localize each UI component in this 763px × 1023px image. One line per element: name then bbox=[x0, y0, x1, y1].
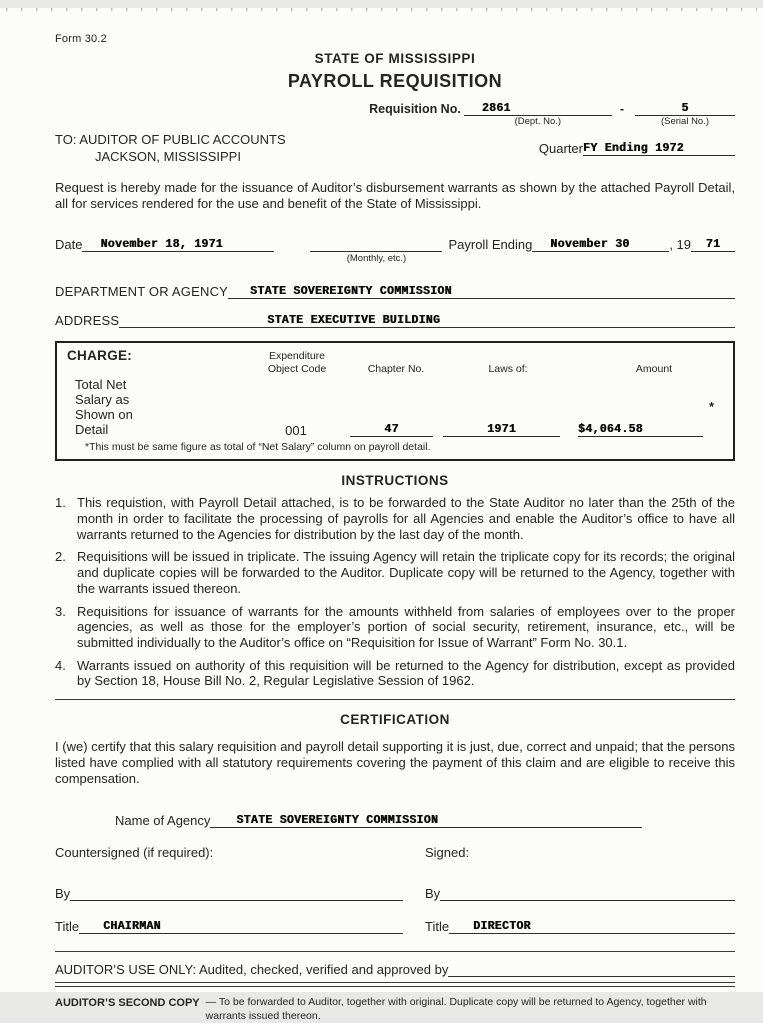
agency-value: STATE SOVEREIGNTY COMMISSION bbox=[236, 813, 439, 827]
instruction-item bbox=[55, 495, 735, 542]
serial-no-value: 5 bbox=[681, 101, 689, 115]
countersigned-title-row bbox=[55, 918, 403, 934]
second-copy-text: — To be forwarded to Auditor, together with original. Duplicate copy will be returned to Agency, together with warrants issued thereon. bbox=[205, 995, 707, 1022]
charge-title: CHARGE: bbox=[67, 348, 133, 364]
signed-label: Signed: bbox=[425, 845, 470, 861]
date-field bbox=[82, 236, 274, 252]
addressee-block bbox=[55, 132, 286, 164]
signed-title-field bbox=[449, 918, 735, 934]
quarter-line bbox=[583, 140, 735, 156]
department-field bbox=[228, 283, 735, 299]
addressee-row bbox=[55, 132, 735, 164]
agency-label: Name of Agency bbox=[115, 813, 211, 829]
year-value: 71 bbox=[705, 237, 721, 251]
quarter-field bbox=[539, 140, 735, 156]
signed-by-row bbox=[425, 885, 735, 901]
title-label: Title bbox=[55, 919, 80, 935]
approved-by-field bbox=[448, 961, 735, 977]
name-of-agency-row bbox=[115, 812, 735, 828]
certification-paragraph: I (we) certify that this salary requisition and payroll detail supporting it is just, due, correct and unpaid; that the persons listed have complied with all statutory requirements covering the payment of this claim and are eligible to receive this compensation. bbox=[55, 739, 735, 787]
by-label: By bbox=[425, 886, 441, 902]
dept-no-field bbox=[464, 100, 612, 127]
countersigned-column bbox=[55, 845, 403, 934]
countersigned-title-value: CHAIRMAN bbox=[103, 919, 161, 933]
instruction-number: 1. bbox=[55, 495, 66, 511]
address-label: ADDRESS bbox=[55, 313, 120, 329]
amount-field bbox=[578, 421, 703, 437]
column-chapter-no: Chapter No. bbox=[367, 363, 425, 376]
asterisk-mark: * bbox=[709, 399, 715, 415]
charge-box bbox=[55, 341, 735, 461]
instruction-text: Requisitions will be issued in triplicate. The issuing Agency will retain the triplicate copy for its records; the original and duplicate copies will be forwarded to the Auditor. Duplicate copy will be returned to the Agency, together with the warrants issued thereon. bbox=[77, 549, 735, 596]
object-code-value: 001 bbox=[285, 423, 307, 439]
monthly-caption: (Monthly, etc.) bbox=[346, 253, 407, 265]
signature-section bbox=[55, 845, 735, 934]
signed-column bbox=[425, 845, 735, 934]
signed-by-field bbox=[440, 885, 735, 901]
row-label-line3: Shown on bbox=[75, 407, 133, 423]
countersigned-label: Countersigned (if required): bbox=[55, 845, 214, 861]
column-laws-of: Laws of: bbox=[488, 363, 528, 376]
instruction-item bbox=[55, 549, 735, 596]
countersigned-by-field bbox=[70, 885, 403, 901]
year-field bbox=[691, 236, 735, 252]
spacer bbox=[403, 845, 425, 934]
countersigned-title-field bbox=[79, 918, 403, 934]
date-row bbox=[55, 236, 735, 265]
section-divider bbox=[55, 951, 735, 952]
serial-no-field bbox=[635, 100, 735, 127]
serial-no-caption: (Serial No.) bbox=[660, 116, 710, 127]
instruction-number: 2. bbox=[55, 549, 66, 565]
expenditure-line2: Object Code bbox=[267, 362, 327, 375]
year-prefix: , 19 bbox=[669, 237, 691, 253]
dept-no-value: 2861 bbox=[481, 101, 511, 115]
address-field bbox=[119, 312, 735, 328]
date-label: Date bbox=[55, 237, 83, 253]
column-amount: Amount bbox=[635, 363, 673, 376]
address-row bbox=[55, 312, 735, 328]
to-line1: TO: AUDITOR OF PUBLIC ACCOUNTS bbox=[55, 132, 286, 147]
monthly-field bbox=[310, 236, 442, 265]
dept-no-caption: (Dept. No.) bbox=[514, 116, 562, 127]
instruction-number: 3. bbox=[55, 603, 66, 619]
instruction-text: Warrants issued on authority of this requisition will be returned to the Agency for distribution, except as provided by Section 18, House Bill No. 2, Regular Legislative Session of 1962. bbox=[77, 657, 735, 689]
to-line2: JACKSON, MISSISSIPPI bbox=[95, 149, 241, 164]
instruction-text: Requisitions for issuance of warrants for the amounts withheld from salaries of employees over to the proper agencies, as well as those for the employer’s portion of social security, retirement, insurance, etc., will be submitted individually to the Auditor’s office on “Requisition for Issue of Warrant” Form No. 30.1. bbox=[77, 603, 735, 650]
quarter-value: FY Ending 1972 bbox=[583, 141, 684, 155]
department-value: STATE SOVEREIGNTY COMMISSION bbox=[250, 284, 452, 298]
instruction-number: 4. bbox=[55, 657, 66, 673]
laws-of-field bbox=[443, 421, 560, 437]
auditors-use-only-row bbox=[55, 961, 735, 977]
auditors-use-only-text: AUDITOR’S USE ONLY: Audited, checked, verified and approved by bbox=[55, 962, 449, 978]
requisition-no-label: Requisition No. bbox=[369, 102, 461, 116]
auditors-second-copy-row bbox=[55, 996, 735, 1023]
department-label: DEPARTMENT OR AGENCY bbox=[55, 284, 229, 300]
instruction-text: This requistion, with Payroll Detail attached, is to be forwarded to the State Auditor no later than the 25th of the month in order to facilitate the processing of payrolls for all Agencies and enable the Auditor’s office to have all warrants returned to the Agencies for distribution by the last day of the month. bbox=[77, 495, 735, 542]
second-copy-label: AUDITOR’S SECOND COPY bbox=[55, 996, 200, 1009]
title-label: Title bbox=[425, 919, 450, 935]
double-divider bbox=[55, 982, 735, 987]
scan-artifact-dots bbox=[6, 8, 757, 11]
requisition-number-row bbox=[55, 100, 735, 127]
section-divider bbox=[55, 699, 735, 700]
form-content bbox=[0, 11, 763, 1023]
department-row bbox=[55, 283, 735, 299]
address-value: STATE EXECUTIVE BUILDING bbox=[267, 313, 441, 327]
certification-title: CERTIFICATION bbox=[340, 712, 450, 728]
expenditure-line1: Expenditure bbox=[268, 350, 326, 363]
chapter-no-field bbox=[350, 421, 433, 437]
payroll-ending-label: Payroll Ending bbox=[448, 237, 533, 253]
row-label-line4: Detail bbox=[75, 422, 109, 438]
payroll-requisition-form bbox=[0, 8, 763, 1022]
date-value: November 18, 1971 bbox=[100, 237, 223, 251]
agency-field bbox=[210, 812, 642, 828]
request-paragraph: Request is hereby made for the issuance of Auditor’s disbursement warrants as shown by the attached Payroll Detail, all for services rendered for the use and benefit of the State of Mississippi. bbox=[55, 180, 735, 212]
instruction-item bbox=[55, 658, 735, 689]
row-label-line2: Salary as bbox=[75, 392, 130, 408]
doc-title: PAYROLL REQUISITION bbox=[287, 71, 503, 91]
charge-row-label bbox=[75, 377, 133, 437]
payroll-ending-field bbox=[532, 236, 669, 252]
state-title: STATE OF MISSISSIPPI bbox=[314, 51, 476, 66]
form-number: Form 30.2 bbox=[55, 33, 107, 45]
amount-value: $4,064.58 bbox=[578, 422, 643, 436]
quarter-label: Quarter bbox=[538, 141, 583, 156]
instruction-item bbox=[55, 604, 735, 651]
signed-title-value: DIRECTOR bbox=[473, 919, 531, 933]
chapter-no-value: 47 bbox=[384, 422, 399, 436]
by-label: By bbox=[55, 886, 71, 902]
instructions-title: INSTRUCTIONS bbox=[341, 473, 449, 489]
row-label-line1: Total Net bbox=[75, 377, 127, 393]
charge-footnote: *This must be same figure as total of “Net Salary” column on payroll detail. bbox=[85, 441, 431, 454]
requisition-separator: - bbox=[619, 102, 624, 116]
countersigned-by-row bbox=[55, 885, 403, 901]
column-expenditure-object-code bbox=[268, 350, 326, 375]
laws-of-value: 1971 bbox=[487, 422, 516, 436]
payroll-ending-value: November 30 bbox=[550, 237, 630, 251]
signed-title-row bbox=[425, 918, 735, 934]
